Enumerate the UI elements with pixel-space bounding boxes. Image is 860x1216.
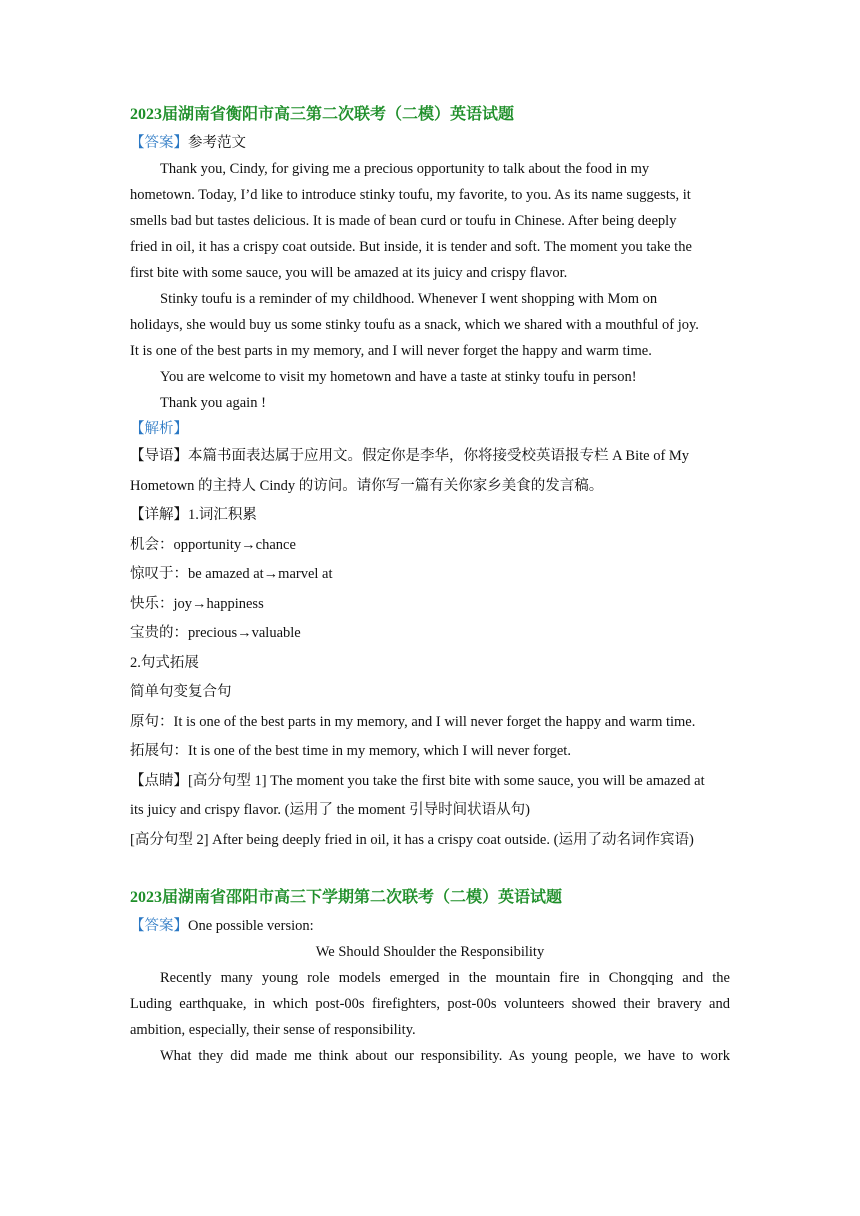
essay-line: It is one of the best parts in my memory, and I will never forget the happy and warm time. — [130, 343, 652, 359]
sentence-subheading: 简单句变复合句 — [130, 684, 232, 700]
vocab-item: 机会：opportunity→chance — [130, 536, 296, 553]
model-essay — [130, 156, 730, 416]
original-sentence: 原句：It is one of the best parts in my memory, and I will never forget the happy and warm time. — [130, 713, 696, 730]
essay-line: hometown. Today, I’d like to introduce stinky toufu, my favorite, to you. As its name suggests, it — [130, 187, 691, 203]
guide-text: 本篇书面表达属于应用文。假定你是李华，你将接受校英语报专栏 A Bite of My — [188, 448, 690, 464]
essay-title: We Should Shoulder the Responsibility — [315, 944, 545, 960]
guide-line: Hometown 的主持人 Cindy 的访问。请你写一篇有关你家乡美食的发言稿。 — [130, 477, 604, 494]
answer-heading — [130, 913, 730, 939]
essay-line: Luding earthquake, in which post-00s firefighters, post-00s volunteers showed their bravery and — [130, 996, 730, 1012]
essay-line: Thank you, Cindy, for giving me a precious opportunity to talk about the food in my — [160, 161, 650, 177]
vocab-item: 惊叹于：be amazed at→marvel at — [130, 566, 333, 582]
essay-line: Stinky toufu is a reminder of my childhood. Whenever I went shopping with Mom on — [160, 291, 658, 307]
highlight-text: [高分句型 1] The moment you take the first bite with some sauce, you will be amazed at — [188, 772, 705, 789]
detail-label: 1.词汇积累 — [188, 507, 257, 523]
sentence-heading: 2.句式拓展 — [130, 654, 199, 671]
section-title: 2023届湖南省衡阳市高三第二次联考（二模）英语试题 — [130, 106, 515, 123]
document-content — [130, 100, 730, 1069]
answer-label: One possible version: — [188, 918, 314, 934]
answer-label: 参考范文 — [188, 135, 246, 151]
guide-tag: 【导语】 — [130, 448, 188, 464]
answer-heading — [130, 130, 730, 156]
analysis-tag: 【解析】 — [130, 421, 188, 437]
section-title: 2023届湖南省邵阳市高三下学期第二次联考（二模）英语试题 — [130, 889, 563, 906]
guide-line — [130, 442, 730, 472]
highlight-tag: 【点睛】 — [130, 772, 188, 789]
expanded-sentence: 拓展句：It is one of the best time in my memory, which I will never forget. — [130, 743, 571, 759]
vocab-item: 快乐：joy→happiness — [130, 595, 264, 612]
essay-line: fried in oil, it has a crispy coat outside. But inside, it is tender and soft. The moment you take the — [130, 239, 692, 255]
essay-line: ambition, especially, their sense of responsibility. — [130, 1022, 416, 1038]
section-spacer — [130, 855, 730, 883]
essay-line: Thank you again ! — [160, 395, 266, 411]
essay-line: What they did made me think about our responsibility. As young people, we have to work — [160, 1048, 730, 1064]
essay-line: You are welcome to visit my hometown and have a taste at stinky toufu in person! — [160, 369, 637, 385]
essay-line: holidays, she would buy us some stinky toufu as a snack, which we shared with a mouthful of joy. — [130, 317, 699, 333]
highlight-line: its juicy and crispy flavor. (运用了 the moment 引导时间状语从句) — [130, 802, 530, 818]
highlight-line — [130, 767, 730, 797]
detail-tag: 【详解】 — [130, 507, 188, 523]
answer-tag: 【答案】 — [130, 918, 188, 934]
essay-line: first bite with some sauce, you will be amazed at its juicy and crispy flavor. — [130, 265, 568, 281]
highlight-line: [高分句型 2] After being deeply fried in oil, it has a crispy coat outside. (运用了动名词作宾语) — [130, 831, 694, 848]
essay-line: smells bad but tastes delicious. It is made of bean curd or toufu in Chinese. After being deeply — [130, 213, 677, 229]
vocab-item: 宝贵的：precious→valuable — [130, 625, 301, 641]
essay-line: Recently many young role models emerged in the mountain fire in Chongqing and the — [160, 970, 730, 986]
answer-tag: 【答案】 — [130, 135, 188, 151]
detail-heading — [130, 501, 730, 531]
